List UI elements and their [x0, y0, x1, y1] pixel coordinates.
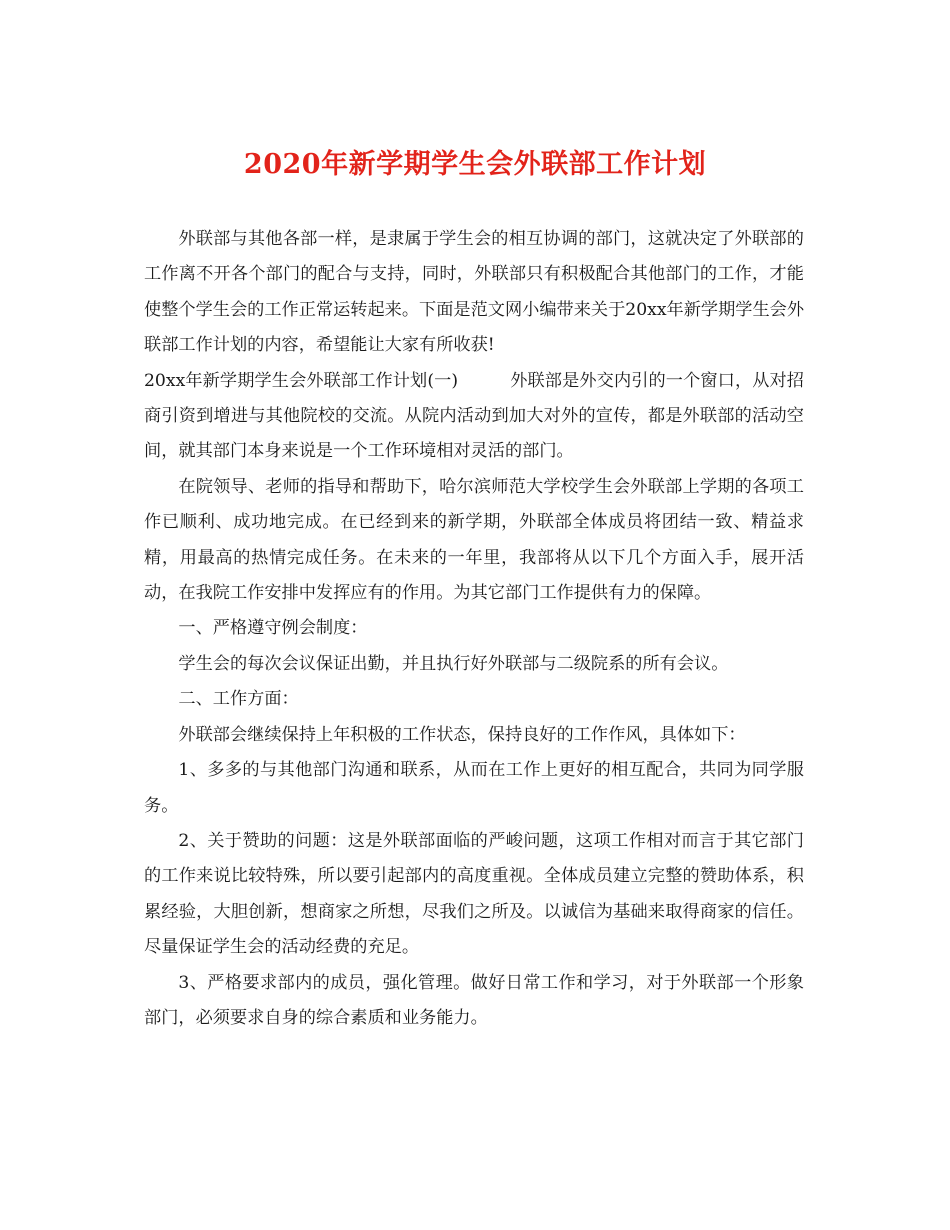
list-item-management: 3、严格要求部内的成员，强化管理。做好日常工作和学习，对于外联部一个形象部门，必须要求自身的综合素质和业务能力。: [144, 972, 804, 1028]
document-title: 2020年新学期学生会外联部工作计划: [243, 149, 707, 180]
paragraph-guidance: 在院领导、老师的指导和帮助下，哈尔滨师范大学校学生会外联部上学期的各项工作已顺利、成功地完成。在已经到来的新学期，外联部全体成员将团结一致、精益求精，用最高的热情完成任务。在未来的一年里，我部将从以下几个方面入手，展开活动，在我院工作安排中发挥应有的作用。为其它部门工作提供有力的保障。: [144, 476, 804, 604]
heading-work-aspects: 二、工作方面：: [178, 689, 299, 710]
list-item-sponsorship: 2、关于赞助的问题：这是外联部面临的严峻问题，这项工作相对而言于其它部门的工作来说比较特殊，所以要引起部内的高度重视。全体成员建立完整的赞助体系，积累经验，大胆创新，想商家之所想，尽我们之所及。以诚信为基础来取得商家的信任。尽量保证学生会的活动经费的充足。: [144, 830, 804, 958]
paragraph-meeting-attendance: 学生会的每次会议保证出勤，并且执行好外联部与二级院系的所有会议。: [178, 653, 729, 674]
intro-paragraph: 外联部与其他各部一样，是隶属于学生会的相互协调的部门，这就决定了外联部的工作离不开各个部门的配合与支持，同时，外联部只有积极配合其他部门的工作，才能使整个学生会的工作正常运转起来。下面是范文网小编带来关于20xx年新学期学生会外联部工作计划的内容，希望能让大家有所收获!: [144, 229, 805, 356]
heading-meeting-rules: 一、严格遵守例会制度：: [178, 618, 368, 639]
list-item-communication: 1、多多的与其他部门沟通和联系，从而在工作上更好的相互配合，共同为同学服务。: [144, 760, 804, 816]
section-one-paragraph: [144, 364, 804, 470]
section-one-heading: 20xx年新学期学生会外联部工作计划(一): [144, 370, 459, 391]
document-body: [144, 222, 804, 1036]
section-one-text: 外联部是外交内引的一个窗口，从对招商引资到增进与其他院校的交流。从院内活动到加大对外的宣传，都是外联部的活动空间，就其部门本身来说是一个工作环境相对灵活的部门。: [144, 370, 804, 462]
paragraph-work-state: 外联部会继续保持上年积极的工作状态，保持良好的工作作风，具体如下：: [178, 724, 746, 745]
